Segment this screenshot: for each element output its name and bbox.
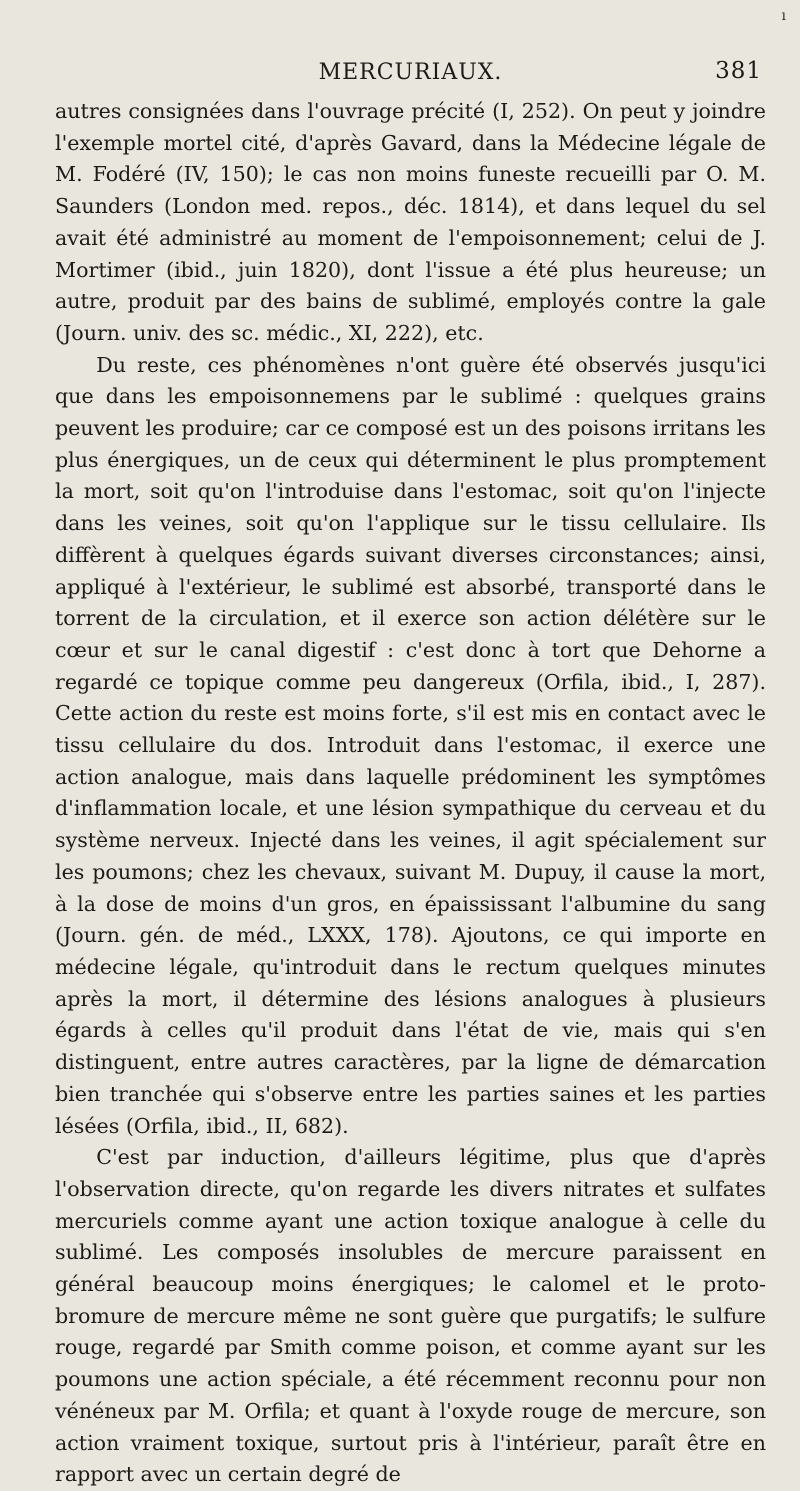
page-number: 381 — [715, 58, 762, 84]
page-header — [55, 58, 766, 96]
paragraph-mercurial-compounds: C'est par induction, d'ailleurs légitime, plus que d'après l'observation directe, qu'on regarde les divers nitrates et sulfates mercuriels comme ayant une action toxique analogue à celle du sublimé. Les composés insolubles de mercure paraissent en général beaucoup moins énergiques; le calomel et le proto-bromure de mercure même ne sont guère que purgatifs; le sulfure rouge, regardé par Smith comme poison, et comme ayant sur les poumons une action spéciale, a été récemment reconnu pour non vénéneux par M. Orfila; et quant à l'oxyde rouge de mercure, son action vraiment toxique, surtout pris à l'intérieur, paraît être en rapport avec un certain degré de — [55, 1145, 766, 1487]
paragraph-continuation: autres consignées dans l'ouvrage précité (I, 252). On peut y joindre l'exemple mortel cité, d'après Gavard, dans la Médecine légale de M. Fodéré (IV, 150); le cas non moins funeste recueilli par O. M. Saunders (London med. repos., déc. 1814), et dans lequel du sel avait été administré au moment de l'empoisonnement; celui de J. Mortimer (ibid., juin 1820), dont l'issue a été plus heureuse; un autre, produit par des bains de sublimé, employés contre la gale (Journ. univ. des sc. médic., XI, 222), etc. — [55, 99, 766, 345]
body-text — [55, 96, 766, 1491]
edge-mark: ı — [781, 8, 786, 24]
running-title: MERCURIAUX. — [318, 60, 503, 85]
paragraph-sublime-effects: Du reste, ces phénomènes n'ont guère été observés jusqu'ici que dans les empoisonnemens par le sublimé : quelques grains peuvent les produire; car ce composé est un des poisons irritans les plus énergiques, un de ceux qui déterminent le plus promptement la mort, soit qu'on l'introduise dans l'estomac, soit qu'on l'injecte dans les veines, soit qu'on l'applique sur le tissu cellulaire. Ils diffèrent à quelques égards suivant diverses circonstances; ainsi, appliqué à l'extérieur, le sublimé est absorbé, transporté dans le torrent de la circulation, et il exerce son action délétère sur le cœur et sur le canal digestif : c'est donc à tort que Dehorne a regardé ce topique comme peu dangereux (Orfila, ibid., I, 287). Cette action du reste est moins forte, s'il est mis en contact avec le tissu cellulaire du dos. Introduit dans l'estomac, il exerce une action analogue, mais dans laquelle prédominent les symptômes d'inflammation locale, et une lésion sympathique du cerveau et du système nerveux. Injecté dans les veines, il agit spécialement sur les poumons; chez les chevaux, suivant M. Dupuy, il cause la mort, à la dose de moins d'un gros, en épaississant l'albumine du sang (Journ. gén. de méd., LXXX, 178). Ajoutons, ce qui importe en médecine légale, qu'introduit dans le rectum quelques minutes après la mort, il détermine des lésions analogues à plusieurs égards à celles qu'il produit dans l'état de vie, mais qui s'en distinguent, entre autres caractères, par la ligne de démarcation bien tranchée qui s'observe entre les parties saines et les parties lésées (Orfila, ibid., II, 682). — [55, 352, 766, 1138]
